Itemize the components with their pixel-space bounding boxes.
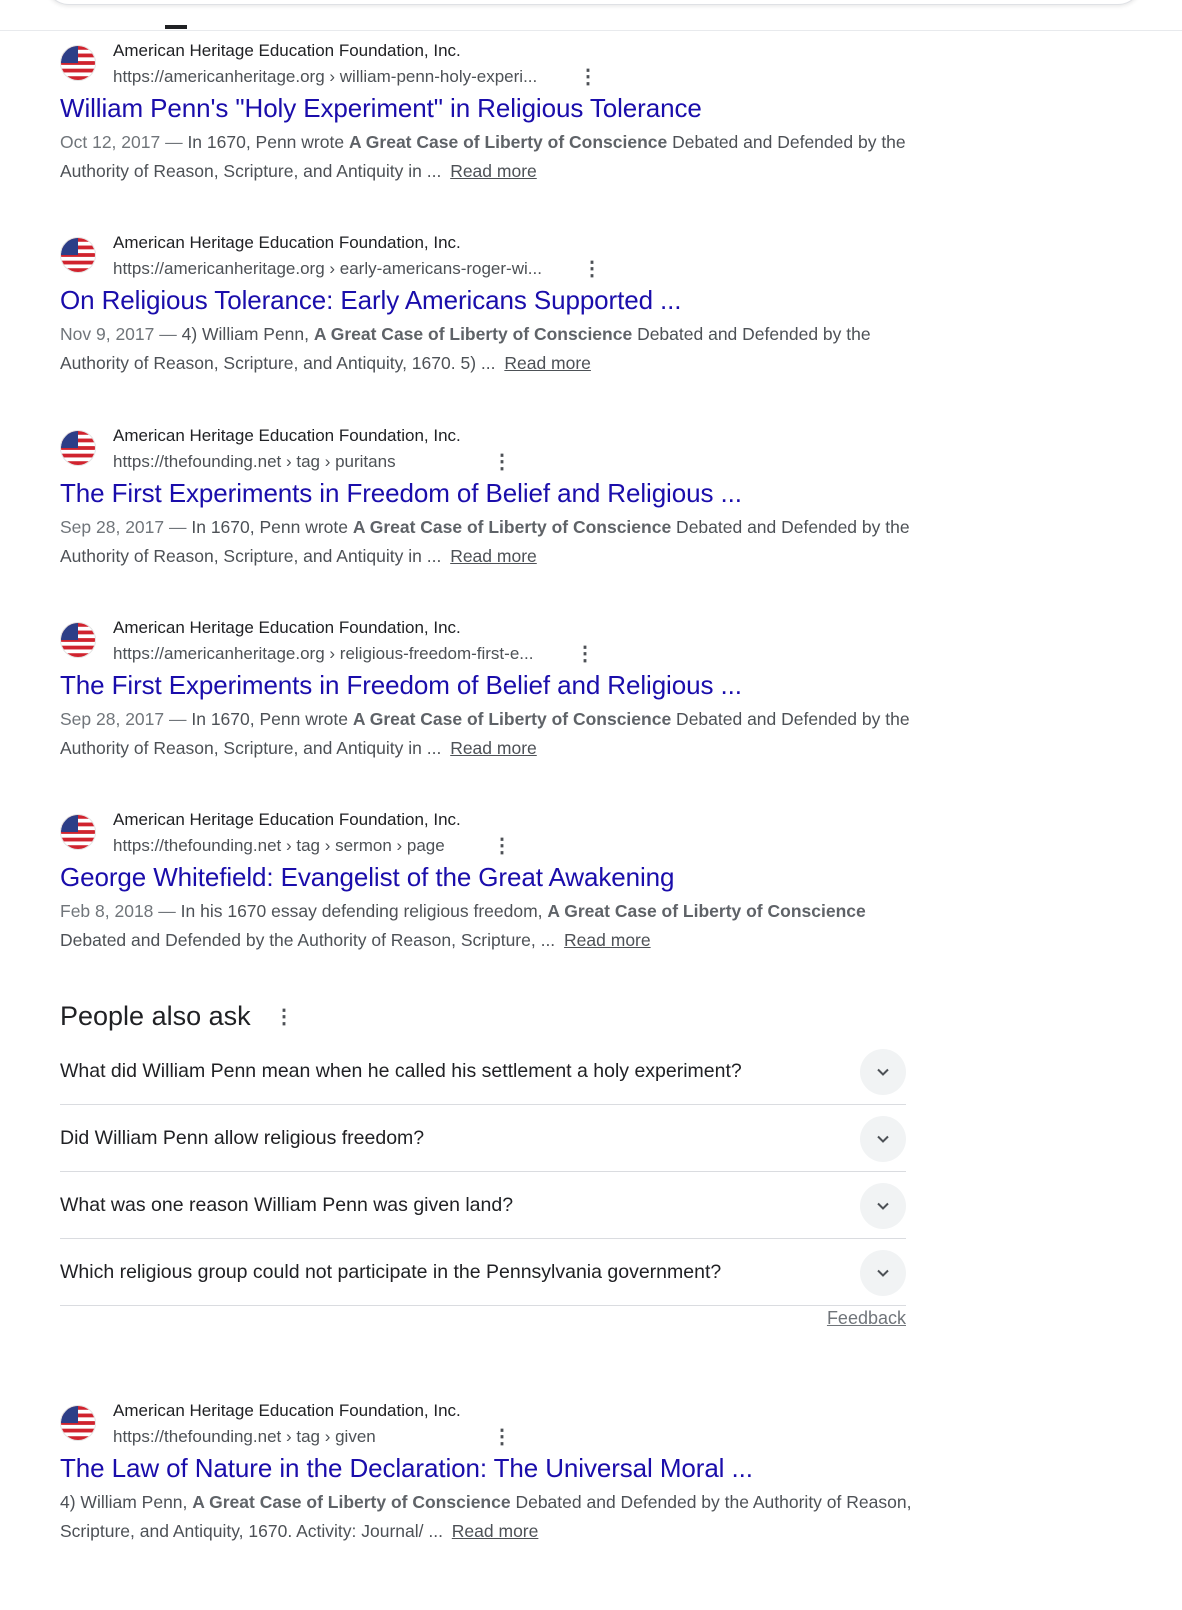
result-title-link[interactable]: George Whitefield: Evangelist of the Great Awakening <box>60 862 675 892</box>
result-date: Feb 8, 2018 — <box>60 901 181 921</box>
more-vert-icon[interactable]: ⋮ <box>492 1426 512 1448</box>
snippet-text: Debated and Defended by the Authority of Reason, Scripture, and Antiquity, 1670. 5) ... <box>60 324 871 373</box>
result-title-link[interactable]: The First Experiments in Freedom of Belief and Religious ... <box>60 670 742 700</box>
site-url: https://americanheritage.org › early-americans-roger-wi... <box>113 259 542 278</box>
result-snippet <box>60 897 930 955</box>
paa-footer <box>60 1306 906 1352</box>
result-date: Sep 28, 2017 — <box>60 709 192 729</box>
us-flag-icon <box>60 622 96 658</box>
snippet-text: In his 1670 essay defending religious freedom, <box>180 901 548 921</box>
result-date: Oct 12, 2017 — <box>60 132 188 152</box>
result-source[interactable] <box>60 806 940 860</box>
chevron-down-icon[interactable] <box>860 1116 906 1162</box>
snippet-highlight: A Great Case of Liberty of Conscience <box>352 709 672 729</box>
site-url: https://americanheritage.org › religious-freedom-first-e... <box>113 644 534 663</box>
site-name: American Heritage Education Foundation, Inc. <box>113 1401 461 1420</box>
result-source[interactable] <box>60 1397 940 1451</box>
site-name: American Heritage Education Foundation, Inc. <box>113 426 461 445</box>
result-source[interactable] <box>60 229 940 283</box>
chevron-down-icon[interactable] <box>860 1250 906 1296</box>
snippet-text: In 1670, Penn wrote <box>187 132 349 152</box>
us-flag-icon <box>60 430 96 466</box>
snippet-text: Debated and Defended by the Authority of Reason, Scripture, and Antiquity in ... <box>60 517 910 566</box>
search-box-edge[interactable] <box>45 0 1142 5</box>
result-snippet <box>60 705 930 763</box>
active-tab-indicator <box>165 25 187 29</box>
chevron-down-icon[interactable] <box>860 1183 906 1229</box>
more-vert-icon[interactable]: ⋮ <box>274 1006 294 1028</box>
paa-title: People also ask <box>60 1001 251 1031</box>
search-result <box>60 229 940 378</box>
snippet-text: In 1670, Penn wrote <box>191 517 353 537</box>
site-name: American Heritage Education Foundation, Inc. <box>113 41 461 60</box>
paa-question[interactable] <box>60 1239 906 1306</box>
snippet-highlight: A Great Case of Liberty of Conscience <box>192 1492 511 1512</box>
snippet-text: In 1670, Penn wrote <box>191 709 353 729</box>
result-date: Nov 9, 2017 — <box>60 324 182 344</box>
read-more-link[interactable]: Read more <box>504 353 591 373</box>
tabs-divider <box>0 30 1182 31</box>
snippet-highlight: A Great Case of Liberty of Conscience <box>352 517 672 537</box>
snippet-text: Debated and Defended by the Authority of Reason, Scripture, and Antiquity in ... <box>60 132 906 181</box>
snippet-highlight: A Great Case of Liberty of Conscience <box>547 901 866 921</box>
paa-question-text: What did William Penn mean when he called his settlement a holy experiment? <box>60 1060 742 1082</box>
result-source[interactable] <box>60 37 940 91</box>
site-name: American Heritage Education Foundation, Inc. <box>113 618 461 637</box>
us-flag-icon <box>60 237 96 273</box>
more-vert-icon[interactable]: ⋮ <box>575 643 595 665</box>
us-flag-icon <box>60 814 96 850</box>
search-result <box>60 806 940 955</box>
chevron-down-icon[interactable] <box>860 1049 906 1095</box>
site-name: American Heritage Education Foundation, Inc. <box>113 810 461 829</box>
snippet-text: Debated and Defended by the Authority of Reason, Scripture, and Antiquity in ... <box>60 709 910 758</box>
result-snippet <box>60 320 930 378</box>
read-more-link[interactable]: Read more <box>450 546 537 566</box>
result-source[interactable] <box>60 614 940 668</box>
search-result <box>60 37 940 186</box>
paa-question[interactable] <box>60 1105 906 1172</box>
paa-question[interactable] <box>60 1038 906 1105</box>
more-vert-icon[interactable]: ⋮ <box>582 258 602 280</box>
snippet-text: Debated and Defended by the Authority of Reason, Scripture, ... <box>60 930 561 950</box>
result-title-link[interactable]: William Penn's "Holy Experiment" in Religious Tolerance <box>60 93 702 123</box>
paa-question[interactable] <box>60 1172 906 1239</box>
feedback-link[interactable]: Feedback <box>809 1308 906 1329</box>
more-vert-icon[interactable]: ⋮ <box>492 451 512 473</box>
snippet-text: Debated and Defended by the Authority of Reason, Scripture, and Antiquity, 1670. Activity: Journal/ ... <box>60 1492 912 1541</box>
paa-question-text: Which religious group could not participate in the Pennsylvania government? <box>60 1261 722 1283</box>
result-snippet <box>60 513 930 571</box>
us-flag-icon <box>60 45 96 81</box>
result-snippet <box>60 128 930 186</box>
site-name: American Heritage Education Foundation, Inc. <box>113 233 461 252</box>
snippet-text: 4) William Penn, <box>60 1492 193 1512</box>
site-url: https://americanheritage.org › william-penn-holy-experi... <box>113 67 538 86</box>
result-source[interactable] <box>60 422 940 476</box>
site-url: https://thefounding.net › tag › puritans <box>113 452 396 471</box>
read-more-link[interactable]: Read more <box>450 161 537 181</box>
snippet-highlight: A Great Case of Liberty of Conscience <box>348 132 668 152</box>
result-snippet <box>60 1488 930 1546</box>
site-url: https://thefounding.net › tag › sermon › page <box>113 836 445 855</box>
us-flag-icon <box>60 1405 96 1441</box>
read-more-link[interactable]: Read more <box>564 930 651 950</box>
more-vert-icon[interactable]: ⋮ <box>492 835 512 857</box>
search-result <box>60 422 940 571</box>
paa-question-text: Did William Penn allow religious freedom? <box>60 1127 425 1149</box>
result-title-link[interactable]: On Religious Tolerance: Early Americans Supported ... <box>60 285 682 315</box>
paa-question-text: What was one reason William Penn was given land? <box>60 1194 514 1216</box>
result-title-link[interactable]: The Law of Nature in the Declaration: The Universal Moral ... <box>60 1453 753 1483</box>
snippet-text: 4) William Penn, <box>181 324 314 344</box>
people-also-ask <box>60 998 906 1352</box>
search-result <box>60 1397 940 1546</box>
read-more-link[interactable]: Read more <box>450 738 537 758</box>
paa-header <box>60 998 906 1038</box>
result-date: Sep 28, 2017 — <box>60 517 192 537</box>
site-url: https://thefounding.net › tag › given <box>113 1427 376 1446</box>
search-result <box>60 614 940 763</box>
snippet-highlight: A Great Case of Liberty of Conscience <box>313 324 633 344</box>
read-more-link[interactable]: Read more <box>451 1521 539 1541</box>
more-vert-icon[interactable]: ⋮ <box>578 66 598 88</box>
result-title-link[interactable]: The First Experiments in Freedom of Belief and Religious ... <box>60 478 742 508</box>
